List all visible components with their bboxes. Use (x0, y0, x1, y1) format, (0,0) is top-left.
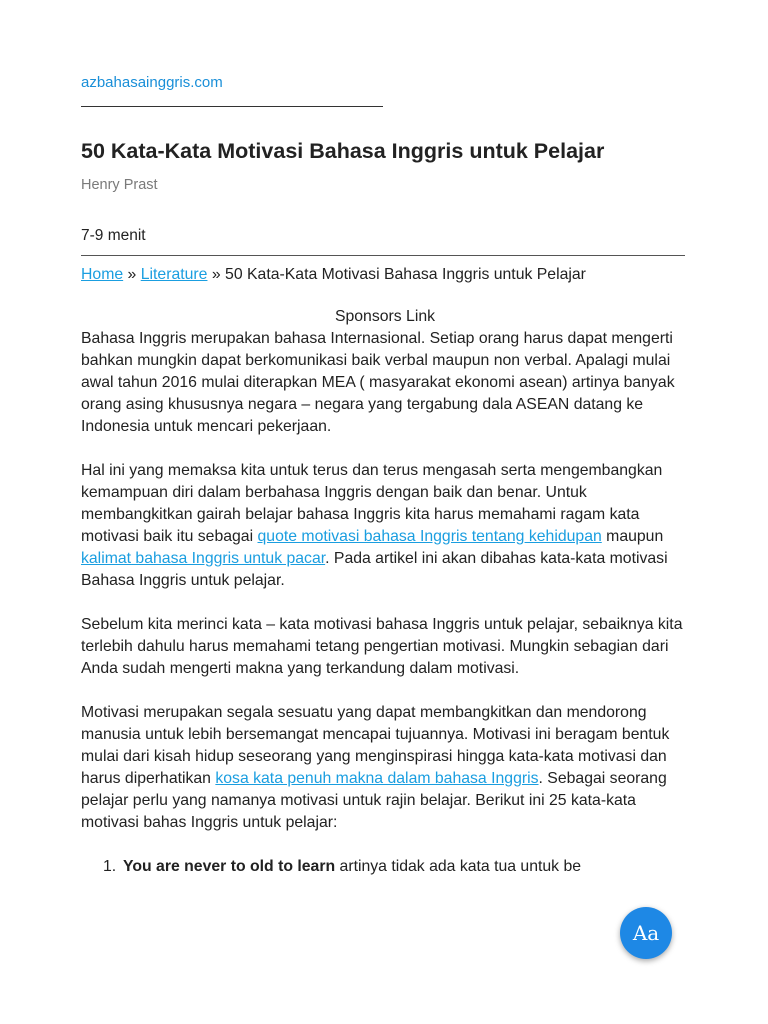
paragraph-motivation-reason (81, 460, 689, 592)
read-time: 7-9 menit (81, 227, 146, 244)
article-body (81, 264, 689, 878)
kosa-kata-link[interactable]: kosa kata penuh makna dalam bahasa Inggris (215, 770, 539, 787)
paragraph-text: . Sebagai seorang pelajar perlu yang namanya motivasi untuk rajin belajar. Berikut ini 25 kata-kata motivasi bahas Inggris untuk pelajar: (81, 770, 667, 831)
list-item-number: 1. (103, 858, 117, 875)
list-item-quote: You are never to old to learn (123, 858, 336, 875)
article-author: Henry Prast (81, 177, 158, 193)
quote-motivasi-link[interactable]: quote motivasi bahasa Inggris tentang kehidupan (257, 528, 602, 545)
breadcrumb-home-link[interactable]: Home (81, 266, 124, 283)
font-size-button[interactable] (620, 907, 672, 959)
header-divider (81, 106, 383, 107)
breadcrumb (81, 264, 689, 286)
kalimat-pacar-link[interactable]: kalimat bahasa Inggris untuk pacar (81, 550, 326, 567)
paragraph-text: Hal ini yang memaksa kita untuk terus dan terus mengasah serta mengembangkan kemampuan diri dalam berbahasa Inggris dengan baik dan benar. Untuk membangkitkan gairah belajar bahasa Inggris kita harus memahami ragam kata motivasi baik itu sebagai (81, 462, 663, 545)
paragraph-intro: Bahasa Inggris merupakan bahasa Internasional. Setiap orang harus dapat mengerti bahkan mungkin dapat berkomunikasi baik verbal maupun non verbal. Apalagi mulai awal tahun 2016 mulai diterapkan MEA ( masyarakat ekonomi asean) artinya banyak orang asing khususnya negara – negara yang tergabung dala ASEAN datang ke Indonesia untuk mencari pekerjaan. (81, 330, 675, 435)
article-title: 50 Kata-Kata Motivasi Bahasa Inggris untuk Pelajar (81, 139, 605, 163)
list-item-meaning: artinya tidak ada kata tua untuk be (335, 858, 582, 875)
paragraph-definition-intro: Sebelum kita merinci kata – kata motivasi bahasa Inggris untuk pelajar, sebaiknya kita terlebih dahulu harus memahami tetang pengertian motivasi. Mungkin sebagian dari Anda sudah mengerti makna yang terkandung dalam motivasi. (81, 616, 683, 677)
sponsors-label: Sponsors Link (334, 308, 436, 325)
list-item (81, 856, 689, 878)
breadcrumb-current: 50 Kata-Kata Motivasi Bahasa Inggris untuk Pelajar (225, 266, 586, 283)
font-size-label: Aa (632, 921, 660, 945)
meta-divider (81, 255, 685, 256)
breadcrumb-separator: » (123, 266, 141, 283)
breadcrumb-literature-link[interactable]: Literature (140, 266, 208, 283)
site-domain-link[interactable]: azbahasainggris.com (81, 74, 223, 91)
paragraph-text: maupun (601, 528, 664, 545)
paragraph-text: . Pada artikel ini akan dibahas kata-kata motivasi Bahasa Inggris untuk pelajar. (81, 550, 668, 589)
paragraph-motivation-definition (81, 702, 689, 834)
breadcrumb-separator: » (207, 266, 226, 283)
paragraph-text: Motivasi merupakan segala sesuatu yang dapat membangkitkan dan mendorong manusia untuk lebih bersemangat mencapai tujuannya. Motivasi ini beragam bentuk mulai dari kisah hidup seseorang yang menginspirasi hingga kata-kata motivasi dan harus diperhatikan (81, 704, 670, 787)
